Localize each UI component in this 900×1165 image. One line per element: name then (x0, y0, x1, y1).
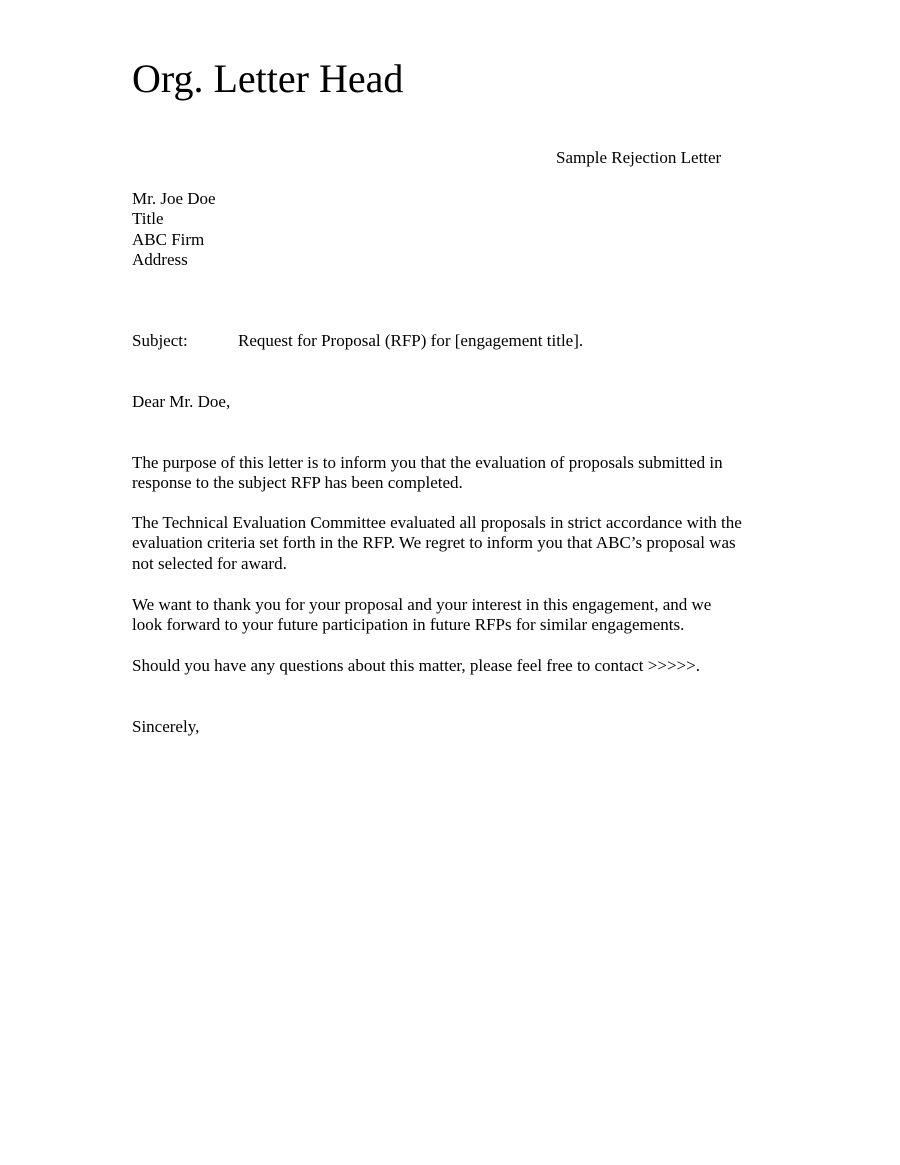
paragraph-line: The Technical Evaluation Committee evaluated all proposals in strict accordance with the (132, 513, 742, 532)
paragraph-line: not selected for award. (132, 553, 287, 573)
body-paragraph (132, 656, 782, 676)
recipient-address: Address (132, 249, 188, 269)
recipient-firm: ABC Firm (132, 229, 205, 249)
body-paragraph (132, 513, 782, 574)
document-label: Sample Rejection Letter (556, 148, 722, 167)
salutation: Dear Mr. Doe, (132, 392, 231, 411)
subject-text: Request for Proposal (RFP) for [engagement title]. (238, 331, 584, 350)
recipient-name: Mr. Joe Doe (132, 189, 216, 208)
paragraph-line: evaluation criteria set forth in the RFP. We regret to inform you that ABC’s proposal was (132, 533, 736, 553)
subject-line (132, 331, 583, 351)
letterhead: Org. Letter Head (132, 56, 404, 101)
paragraph-line: response to the subject RFP has been completed. (132, 473, 463, 493)
body-paragraph (132, 453, 782, 494)
paragraph-line: Should you have any questions about this matter, please feel free to contact >>>>>. (132, 656, 700, 675)
paragraph-line: The purpose of this letter is to inform you that the evaluation of proposals submitted in (132, 453, 723, 472)
recipient-block (132, 189, 216, 270)
subject-label: Subject: (132, 331, 188, 350)
paragraph-line: We want to thank you for your proposal and your interest in this engagement, and we (132, 595, 712, 614)
body-paragraph (132, 595, 782, 636)
paragraph-line: look forward to your future participation in future RFPs for similar engagements. (132, 615, 685, 635)
recipient-title: Title (132, 209, 164, 229)
closing: Sincerely, (132, 717, 200, 736)
